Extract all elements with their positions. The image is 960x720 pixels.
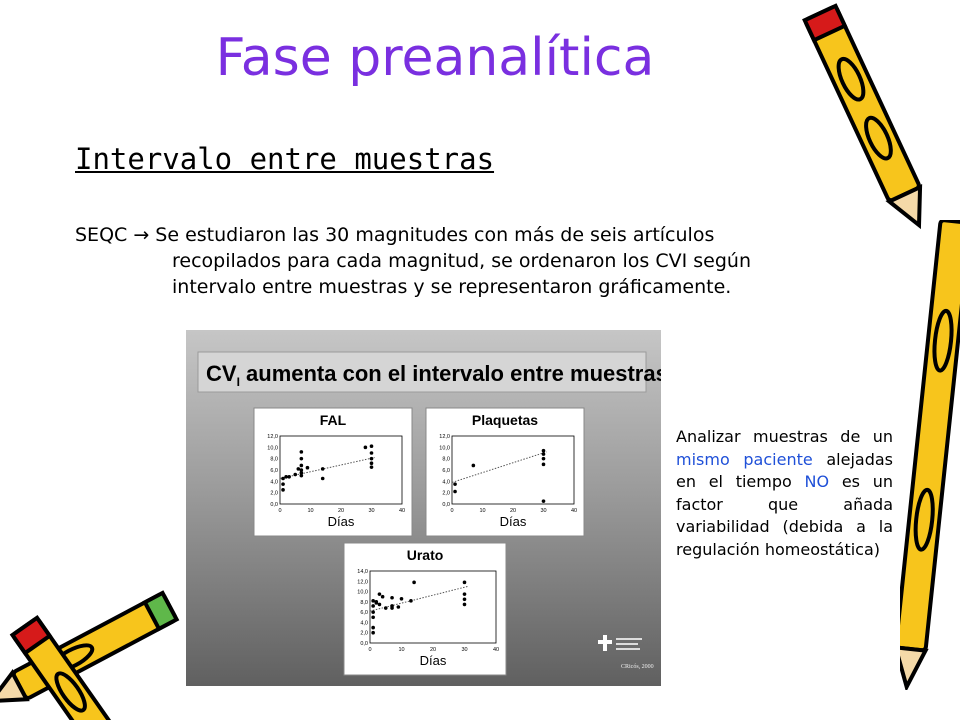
figure-footer-note: CRicós, 2000 bbox=[621, 664, 654, 670]
side-note-text: es un factor que añada variabilidad (debida a la regulación homeostática) bbox=[676, 472, 893, 559]
data-point bbox=[542, 499, 546, 503]
data-point bbox=[321, 477, 325, 481]
x-axis-label: Días bbox=[327, 514, 355, 529]
page-title: Fase preanalítica bbox=[215, 28, 655, 88]
data-point bbox=[375, 600, 379, 604]
body-paragraph bbox=[75, 222, 855, 300]
chart-panel bbox=[426, 408, 584, 536]
data-point bbox=[371, 599, 375, 603]
x-axis-label: Días bbox=[499, 514, 527, 529]
y-tick-label: 10,0 bbox=[357, 589, 368, 596]
x-tick-label: 40 bbox=[398, 508, 406, 514]
x-tick-label: 40 bbox=[570, 508, 578, 514]
side-note-text: alejadas en el tiempo bbox=[676, 449, 893, 491]
data-point bbox=[371, 610, 375, 614]
y-tick-label: 12,0 bbox=[267, 434, 278, 440]
data-point bbox=[542, 452, 546, 456]
data-point bbox=[281, 482, 285, 486]
hospital-logo-icon bbox=[598, 635, 642, 651]
data-point bbox=[463, 581, 467, 585]
data-point bbox=[412, 581, 416, 585]
y-tick-label: 2,0 bbox=[270, 490, 278, 497]
x-tick-label: 0 bbox=[368, 647, 372, 653]
data-point bbox=[463, 597, 467, 601]
y-tick-label: 0,0 bbox=[442, 502, 450, 508]
data-point bbox=[378, 603, 382, 607]
x-tick-label: 40 bbox=[492, 647, 500, 653]
y-tick-label: 2,0 bbox=[360, 630, 368, 637]
data-point bbox=[300, 450, 304, 454]
y-tick-label: 4,0 bbox=[442, 479, 450, 486]
y-tick-label: 6,0 bbox=[442, 468, 450, 474]
paragraph-line: SEQC → Se estudiaron las 30 magnitudes con más de seis artículos bbox=[75, 224, 715, 246]
y-tick-label: 4,0 bbox=[360, 620, 368, 627]
data-point bbox=[370, 465, 374, 469]
data-point bbox=[370, 461, 374, 465]
data-point bbox=[370, 451, 374, 455]
chart-title: FAL bbox=[319, 412, 347, 428]
side-note-highlight: mismo paciente bbox=[676, 449, 813, 469]
data-point bbox=[300, 457, 304, 461]
banner-text: $CV_I$ aumenta con el intervalo entre muestras bbox=[206, 361, 661, 389]
y-tick-label: 14,0 bbox=[357, 569, 368, 575]
pencil-icon bbox=[900, 220, 960, 690]
section-heading: Intervalo entre muestras bbox=[75, 142, 495, 176]
data-point bbox=[364, 446, 368, 450]
data-point bbox=[371, 626, 375, 630]
data-point bbox=[453, 482, 457, 486]
y-tick-label: 12,0 bbox=[357, 579, 368, 586]
y-tick-label: 8,0 bbox=[442, 456, 450, 463]
y-tick-label: 0,0 bbox=[270, 502, 278, 508]
chart-title: Plaquetas bbox=[471, 412, 539, 428]
data-point bbox=[321, 467, 325, 471]
data-point bbox=[400, 597, 404, 601]
side-note-highlight: NO bbox=[804, 472, 830, 491]
data-point bbox=[371, 604, 375, 608]
x-tick-label: 20 bbox=[509, 508, 517, 514]
x-tick-label: 10 bbox=[479, 508, 486, 514]
y-tick-label: 10,0 bbox=[439, 445, 450, 452]
data-point bbox=[381, 595, 385, 599]
data-point bbox=[390, 606, 394, 610]
x-tick-label: 20 bbox=[337, 508, 345, 514]
data-point bbox=[371, 615, 375, 619]
x-tick-label: 10 bbox=[398, 647, 405, 653]
data-point bbox=[281, 488, 285, 492]
data-point bbox=[287, 475, 291, 479]
y-tick-label: 6,0 bbox=[360, 610, 368, 617]
data-point bbox=[453, 490, 457, 494]
chart-title: Urato bbox=[406, 547, 444, 563]
embedded-figure bbox=[186, 330, 661, 686]
data-point bbox=[390, 596, 394, 600]
y-tick-label: 10,0 bbox=[267, 445, 278, 452]
paragraph-line: intervalo entre muestras y se representaron gráficamente. bbox=[172, 276, 732, 298]
chart-panel bbox=[254, 408, 412, 536]
data-point bbox=[542, 457, 546, 461]
data-point bbox=[384, 606, 388, 610]
data-point bbox=[371, 631, 375, 635]
x-tick-label: 30 bbox=[368, 508, 375, 514]
data-point bbox=[542, 463, 546, 467]
data-point bbox=[370, 444, 374, 448]
y-tick-label: 6,0 bbox=[270, 468, 278, 474]
y-tick-label: 12,0 bbox=[439, 434, 450, 440]
data-point bbox=[472, 464, 476, 468]
x-axis-label: Días bbox=[419, 653, 447, 668]
figure-canvas bbox=[186, 330, 661, 686]
data-point bbox=[409, 599, 413, 603]
y-tick-label: 8,0 bbox=[270, 456, 278, 463]
x-tick-label: 20 bbox=[429, 647, 437, 653]
data-point bbox=[463, 603, 467, 607]
x-tick-label: 30 bbox=[461, 647, 468, 653]
y-tick-label: 8,0 bbox=[360, 599, 368, 606]
paragraph-line: recopilados para cada magnitud, se ordenaron los CVI según bbox=[172, 250, 751, 272]
y-tick-label: 0,0 bbox=[360, 641, 368, 647]
x-tick-label: 0 bbox=[450, 508, 454, 514]
data-point bbox=[300, 474, 304, 478]
x-tick-label: 10 bbox=[307, 508, 314, 514]
data-point bbox=[306, 466, 310, 470]
data-point bbox=[293, 473, 297, 477]
side-note-text: Analizar muestras de un bbox=[676, 427, 893, 446]
pencil-icon bbox=[0, 575, 190, 720]
y-tick-label: 2,0 bbox=[442, 490, 450, 497]
data-point bbox=[397, 605, 401, 609]
data-point bbox=[370, 457, 374, 461]
side-note bbox=[676, 426, 893, 561]
x-tick-label: 0 bbox=[278, 508, 282, 514]
data-point bbox=[463, 592, 467, 596]
data-point bbox=[378, 592, 382, 596]
data-point bbox=[281, 477, 285, 481]
chart-panel bbox=[344, 543, 506, 675]
data-point bbox=[542, 449, 546, 453]
data-point bbox=[300, 464, 304, 468]
x-tick-label: 30 bbox=[540, 508, 547, 514]
y-tick-label: 4,0 bbox=[270, 479, 278, 486]
